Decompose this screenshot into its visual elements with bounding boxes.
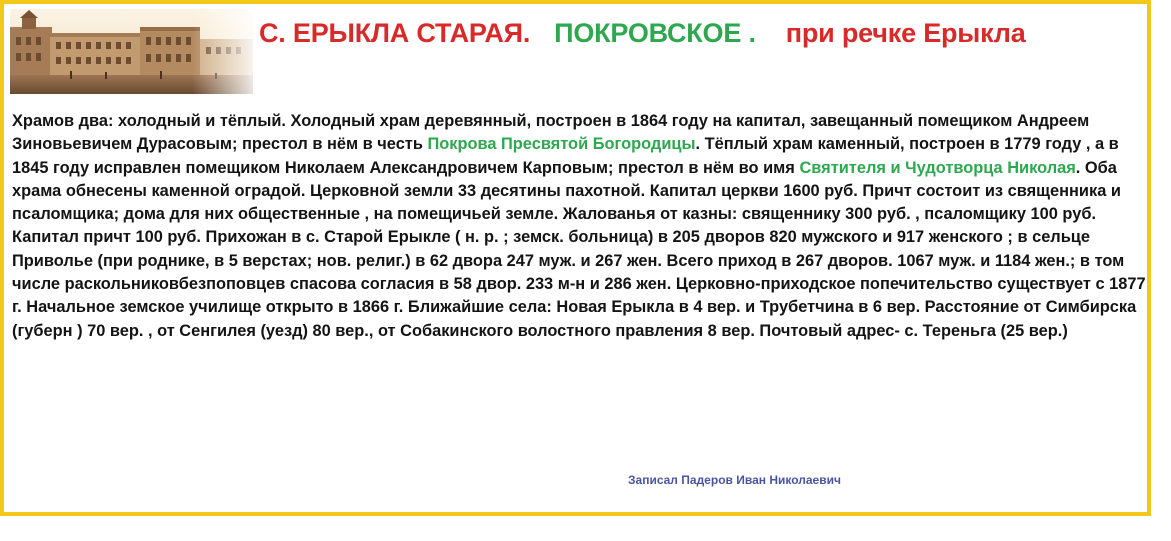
- highlight-nikolay: Святителя и Чудотворца Николая: [799, 158, 1076, 177]
- description-text-3: . Оба храма обнесены каменной оградой. Церковной земли 33 десятины пахотной. Капитал церкви 1600 руб. Причт состоит из священника и псаломщика; дома для них общественные , на помещичьей земле. Жалованья от казны: священнику 300 руб. , псаломщику 100 руб. Капитал причт 100 руб. Прихожан в с. Старой Ерыкле ( н. р. ; земск. больница) в 205 дворов 820 мужского и 917 женского ; в сельце Приволье (при роднике, в 5 верстах; нов. религ.) в 62 двора 247 муж. и 267 жен. Всего приход в 267 дворов. 1067 муж. и 1184 жен.; в том числе раскольниковбезпоповцев спасова согласия в 58 двор. 233 м-н и 286 жен. Церковно-приходское попечительство существует с 1877 г. Начальное земское училище открыто в 1866 г. Ближайшие села: Новая Ерыкла в 4 вер. и Трубетчина в 6 вер. Расстояние от Симбирска (губерн ) 70 вер. , от Сенгилея (уезд) 80 вер., от Собакинского волостного правления 8 вер. Почтовый адрес- с. Тереньга (25 вер.): [12, 158, 1146, 340]
- header-image: [10, 9, 253, 94]
- description-text-1: Храмов два: холодный и тёплый. Холодный храм деревянный, построен в 1864 году на капитал, завещанный помещиком Андреем Зиновьевичем Дурасовым; престол в нём в честь: [12, 112, 1090, 154]
- title-village-name: С. ЕРЫКЛА СТАРАЯ.: [259, 18, 531, 48]
- page-title: [259, 18, 1026, 49]
- description-text-2: . Тёплый храм каменный, построен в 1779 году , а в 1845 году исправлен помещиком Николаем Александровичем Карповым; престол в нём во имя: [12, 135, 1119, 177]
- city-street-illustration: [10, 9, 253, 94]
- title-alt-name: ПОКРОВСКОЕ .: [554, 18, 756, 48]
- author-signature: Записал Падеров Иван Николаевич: [628, 473, 841, 487]
- description-paragraph: [12, 110, 1147, 343]
- highlight-pokrov: Покрова Пресвятой Богородицы: [427, 135, 696, 154]
- title-river: при речке Ерыкла: [785, 18, 1026, 48]
